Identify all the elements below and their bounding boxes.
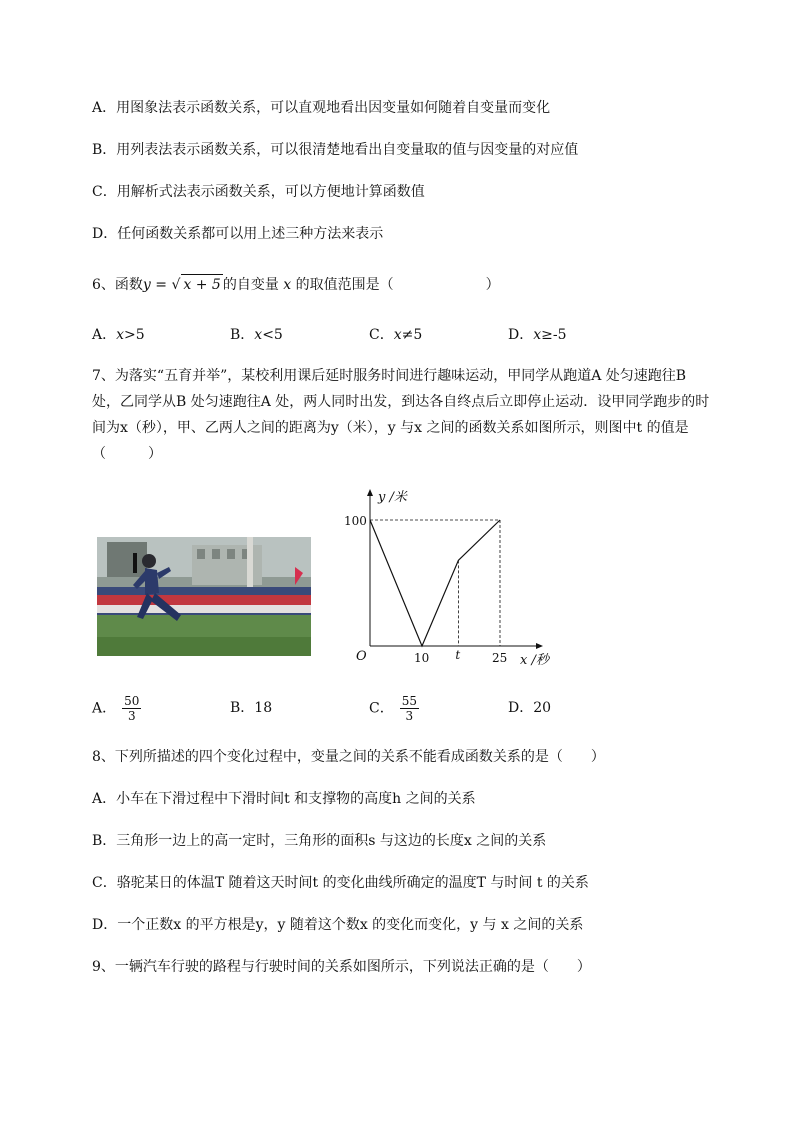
q7-option-a-den: 3 (127, 709, 136, 723)
q6-option-a-label: A． (92, 327, 117, 343)
q6-func-y: y (142, 277, 151, 293)
q6-option-b (230, 325, 283, 345)
q6-option-b-var: x (254, 327, 263, 343)
q6-option-d-label: D． (508, 327, 534, 343)
q7-option-c-den: 3 (405, 709, 414, 723)
q8-option-a: A．小车在下滑过程中下滑时间t 和支撑物的高度h 之间的关系 (92, 791, 476, 807)
x-tick-10: 10 (414, 651, 430, 665)
x-axis-label: x /秒 (520, 653, 549, 668)
q7-line-4: （ ） (92, 446, 162, 462)
q7-option-d: D．20 (508, 700, 552, 716)
q5-option-b: B．用列表法表示函数关系，可以很清楚地看出自变量取的值与因变量的对应值 (92, 142, 579, 158)
x-tick-25: 25 (492, 651, 508, 665)
q7-option-b: B．18 (230, 700, 273, 716)
graph-line (370, 520, 500, 646)
x-axis-arrow-icon (536, 643, 543, 649)
q6-option-a-rest: >5 (124, 327, 145, 343)
q8-option-b: B．三角形一边上的高一定时，三角形的面积s 与这边的长度x 之间的关系 (92, 833, 547, 849)
q6-option-a (92, 325, 145, 345)
q6-option-b-label: B． (230, 327, 255, 343)
q6-option-d (508, 325, 567, 345)
q7-line-2: 处，乙同学从B 处匀速跑往A 处，两人同时出发，到达各自终点后立即停止运动．设甲同学跑步的时 (92, 394, 710, 410)
sqrt-icon: √ (171, 277, 181, 293)
q8-option-c: C．骆驼某日的体温T 随着这天时间t 的变化曲线所确定的温度T 与时间 t 的关系 (92, 875, 589, 891)
q6-option-c (369, 325, 422, 345)
q6-var: x (283, 277, 292, 293)
q7-option-c-label: C． (369, 700, 394, 717)
distance-time-graph (336, 484, 556, 670)
q7-option-a-num: 50 (124, 694, 140, 708)
runner-photo (97, 537, 311, 656)
y-axis-label: y /米 (378, 490, 407, 505)
q7-option-a-fraction (122, 694, 141, 723)
q6-suffix: 的取值范围是（ (295, 277, 394, 293)
q6-mid: 的自变量 (222, 277, 279, 293)
q7-option-c-num: 55 (401, 694, 417, 708)
q8-stem: 8、下列所描述的四个变化过程中，变量之间的关系不能看成函数关系的是（ ） (92, 749, 605, 765)
q7-option-c (369, 694, 419, 723)
q7-option-c-fraction (400, 694, 419, 723)
q7-option-a-label: A． (92, 700, 117, 717)
y-axis-arrow-icon (367, 489, 373, 496)
y-tick-100: 100 (344, 514, 367, 528)
q6-option-c-label: C． (369, 327, 394, 343)
q6-prefix: 6、函数 (92, 277, 143, 293)
q6-close: ） (485, 277, 500, 293)
q6-option-d-rest: ≥-5 (541, 327, 567, 343)
q7-line-3: 间为x（秒），甲、乙两人之间的距离为y（米），y 与x 之间的函数关系如图所示，则图中t 的值是 (92, 420, 689, 436)
q6-option-c-var: x (393, 327, 402, 343)
q7-line-1: 7、为落实“五育并举”，某校利用课后延时服务时间进行趣味运动，甲同学从跑道A 处匀速跑往B (92, 368, 687, 384)
q9-stem: 9、一辆汽车行驶的路程与行驶时间的关系如图所示，下列说法正确的是（ ） (92, 959, 591, 975)
q8-option-d: D．一个正数x 的平方根是y，y 随着这个数x 的变化而变化，y 与 x 之间的关系 (92, 917, 584, 933)
q5-option-d: D．任何函数关系都可以用上述三种方法来表示 (92, 226, 384, 242)
q5-option-a: A．用图象法表示函数关系，可以直观地看出因变量如何随着自变量而变化 (92, 100, 551, 116)
q6-radicand: x + 5 (181, 274, 222, 295)
q6-option-a-var: x (116, 327, 125, 343)
q6-func-eq: = (150, 277, 172, 293)
q6-option-b-rest: <5 (262, 327, 283, 343)
x-tick-t: t (455, 648, 461, 662)
q6-option-c-rest: ≠5 (401, 327, 423, 343)
q7-option-a (92, 694, 141, 723)
q5-option-c: C．用解析式法表示函数关系，可以方便地计算函数值 (92, 184, 425, 200)
q6-option-d-var: x (533, 327, 542, 343)
q6-stem (92, 274, 500, 295)
origin-label: O (356, 649, 367, 664)
